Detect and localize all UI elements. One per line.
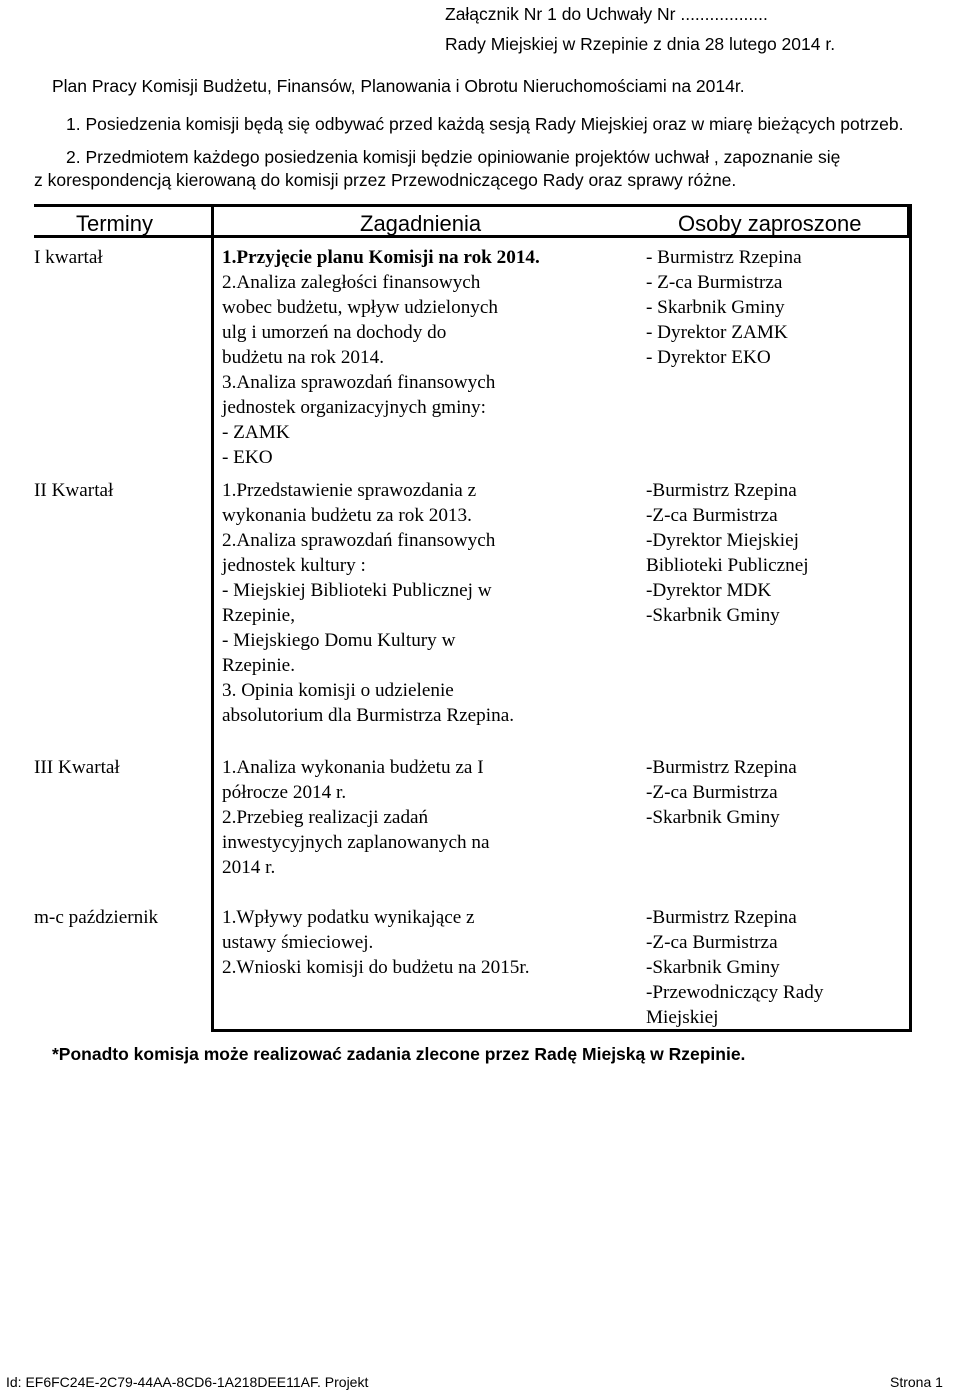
- term-q3: III Kwartał: [34, 757, 120, 778]
- person-line: - Dyrektor EKO: [646, 347, 771, 368]
- term-q1: I kwartał: [34, 247, 103, 268]
- persons-q3: [646, 755, 797, 830]
- topic-line: absolutorium dla Burmistrza Rzepina.: [222, 705, 515, 726]
- topic-line: 3.Analiza sprawozdań finansowych: [222, 372, 496, 393]
- person-line: -Burmistrz Rzepina: [646, 480, 797, 501]
- point-2-line-2: z korespondencją kierowaną do komisji przez Przewodniczącego Rady oraz sprawy różne.: [34, 170, 737, 190]
- topic-line: - ZAMK: [222, 422, 290, 443]
- point-2-line-1: 2. Przedmiotem każdego posiedzenia komisji będzie opiniowanie projektów uchwał , zapoznanie się: [66, 147, 841, 167]
- person-line: -Burmistrz Rzepina: [646, 757, 797, 778]
- topic-line: ustawy śmieciowej.: [222, 932, 374, 953]
- topic-line: 2014 r.: [222, 857, 276, 878]
- page-number: Strona 1: [890, 1374, 943, 1390]
- document-id: Id: EF6FC24E-2C79-44AA-8CD6-1A218DEE11AF. Projekt: [6, 1374, 369, 1390]
- persons-q2: [646, 478, 809, 628]
- person-line: - Z-ca Burmistrza: [646, 272, 783, 293]
- person-line: -Skarbnik Gminy: [646, 807, 780, 828]
- topic-line: 1.Analiza wykonania budżetu za I: [222, 757, 484, 778]
- topic-line: ulg i umorzeń na dochody do: [222, 322, 447, 343]
- person-line: -Skarbnik Gminy: [646, 957, 780, 978]
- attachment-number: Załącznik Nr 1 do Uchwały Nr ..................: [445, 4, 768, 24]
- topics-q1: [222, 245, 540, 470]
- header-invited: Osoby zaproszone: [678, 211, 862, 236]
- topics-q3: [222, 755, 489, 880]
- topic-line: inwestycyjnych zaplanowanych na: [222, 832, 490, 853]
- topic-line: wobec budżetu, wpływ udzielonych: [222, 297, 499, 318]
- table-right-border: [909, 204, 912, 1032]
- person-line: -Przewodniczący Rady: [646, 982, 824, 1003]
- person-line: -Dyrektor Miejskiej: [646, 530, 799, 551]
- persons-q1: [646, 245, 802, 370]
- topic-line: 1.Przedstawienie sprawozdania z: [222, 480, 477, 501]
- person-line: Biblioteki Publicznej: [646, 555, 809, 576]
- topic-line: jednostek kultury :: [222, 555, 366, 576]
- person-line: -Z-ca Burmistrza: [646, 782, 778, 803]
- footnote: *Ponadto komisja może realizować zadania zlecone przez Radę Miejską w Rzepinie.: [52, 1044, 746, 1064]
- topic-line: 2.Analiza zaległości finansowych: [222, 272, 481, 293]
- topics-october: [222, 905, 530, 980]
- person-line: - Skarbnik Gminy: [646, 297, 785, 318]
- person-line: - Dyrektor ZAMK: [646, 322, 788, 343]
- person-line: -Skarbnik Gminy: [646, 605, 780, 626]
- header-terms: Terminy: [76, 211, 154, 236]
- topic-line: Rzepinie.: [222, 655, 295, 676]
- topic-line: 2.Analiza sprawozdań finansowych: [222, 530, 496, 551]
- persons-october: [646, 905, 823, 1030]
- topic-line: Rzepinie,: [222, 605, 295, 626]
- topics-q2: [222, 478, 514, 728]
- topic-line: - EKO: [222, 447, 273, 468]
- topic-line: budżetu na rok 2014.: [222, 347, 384, 368]
- topic-line: 2.Wnioski komisji do budżetu na 2015r.: [222, 957, 530, 978]
- person-line: -Dyrektor MDK: [646, 580, 772, 601]
- topic-line: półrocze 2014 r.: [222, 782, 347, 803]
- person-line: -Z-ca Burmistrza: [646, 505, 778, 526]
- person-line: Miejskiej: [646, 1007, 719, 1028]
- topic-line: 1.Wpływy podatku wynikające z: [222, 907, 475, 928]
- topic-line: wykonania budżetu za rok 2013.: [222, 505, 472, 526]
- person-line: -Burmistrz Rzepina: [646, 907, 797, 928]
- document-title: Plan Pracy Komisji Budżetu, Finansów, Planowania i Obrotu Nieruchomościami na 2014r.: [52, 76, 745, 96]
- resolution-council-date: Rady Miejskiej w Rzepinie z dnia 28 lutego 2014 r.: [445, 34, 836, 54]
- header-topics: Zagadnienia: [360, 211, 482, 236]
- point-1: 1. Posiedzenia komisji będą się odbywać przed każdą sesją Rady Miejskiej oraz w miarę bieżących potrzeb.: [66, 114, 904, 134]
- topic-line: - Miejskiej Biblioteki Publicznej w: [222, 580, 492, 601]
- topic-line: 3. Opinia komisji o udzielenie: [222, 680, 454, 701]
- topic-line: 1.Przyjęcie planu Komisji na rok 2014.: [222, 247, 540, 268]
- term-october: m-c październik: [34, 907, 159, 928]
- table-header: [34, 204, 910, 238]
- person-line: - Burmistrz Rzepina: [646, 247, 802, 268]
- column-divider: [211, 204, 214, 1032]
- topic-line: 2.Przebieg realizacji zadań: [222, 807, 429, 828]
- topic-line: jednostek organizacyjnych gminy:: [222, 397, 486, 418]
- term-q2: II Kwartał: [34, 480, 114, 501]
- person-line: -Z-ca Burmistrza: [646, 932, 778, 953]
- topic-line: - Miejskiego Domu Kultury w: [222, 630, 456, 651]
